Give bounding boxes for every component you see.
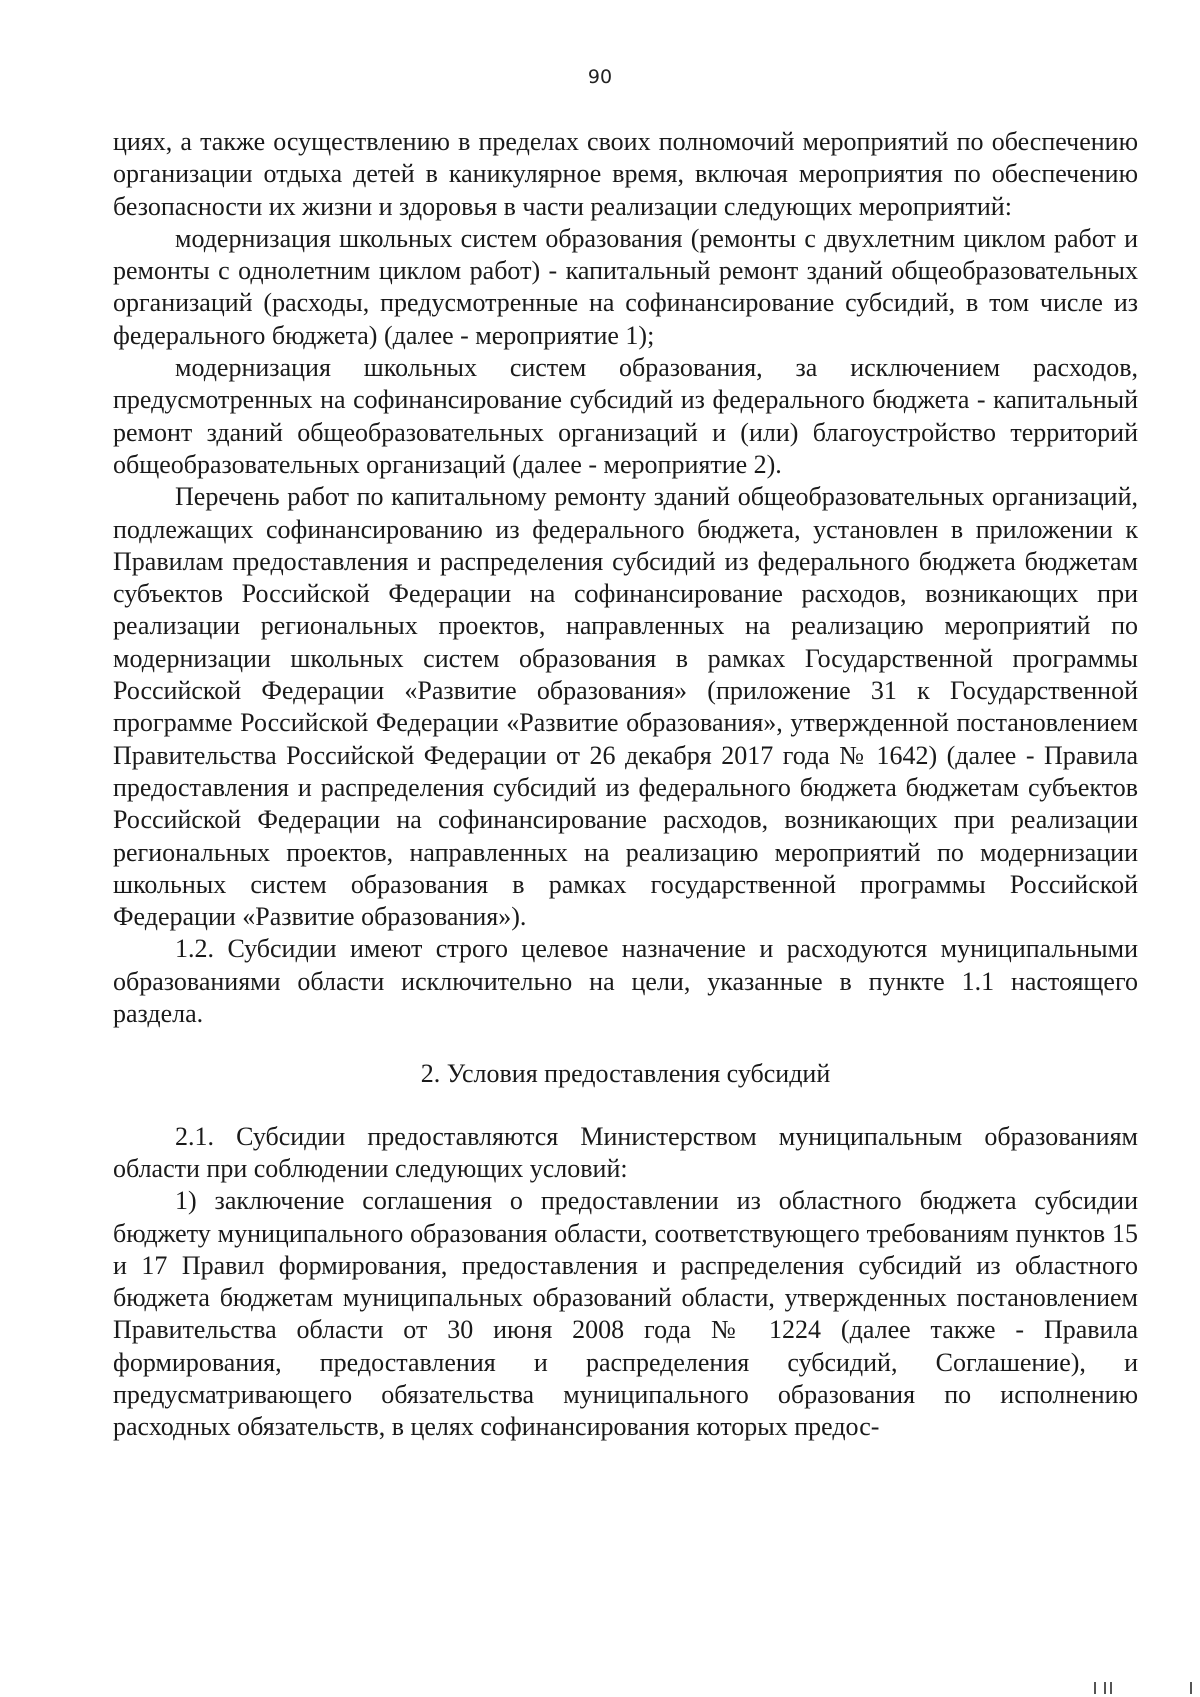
paragraph-works-list: Перечень работ по капитальному ремонту зданий общеобразовательных организаций, подлежащих софинансированию из федерального бюджета, установлен в приложении к Правилам предоставления и распределения субсидий из федерального бюджета бюджетам субъектов Российской Федерации на софинансирование расходов, возникающих при реализации региональных проектов, направленных на реализацию мероприятий по модернизации школьных систем образования в рамках Государственной программы Российской Федерации «Развитие образования» (приложение 31 к Государственной программе Российской Федерации «Развитие образования», утвержденной постановлением Правительства Российской Федерации от 26 декабря 2017 года № 1642) (далее - Правила предоставления и распределения субсидий из федерального бюджета бюджетам субъектов Российской Федерации на софинансирование расходов, возникающих при реализации региональных проектов, направленных на реализацию мероприятий по модернизации школьных систем образования в рамках государственной программы Российской Федерации «Развитие образования»).: [113, 482, 1138, 932]
paragraph-1-2: 1.2. Субсидии имеют строго целевое назначение и расходуются муниципальными образованиями области исключительно на цели, указанные в пункте 1.1 настоящего раздела.: [113, 934, 1138, 1029]
document-body: [113, 126, 1138, 1444]
paragraph-continuation: циях, а также осуществлению в пределах своих полномочий мероприятий по обеспечению организации отдыха детей в каникулярное время, включая мероприятия по обеспечению безопасности их жизни и здоровья в части реализации следующих мероприятий:: [113, 127, 1138, 221]
scan-edge-marks: [1060, 1682, 1200, 1697]
paragraph-2-1: 2.1. Субсидии предоставляются Министерством муниципальным образованиям области при соблюдении следующих условий:: [113, 1121, 1138, 1183]
section-heading: 2. Условия предоставления субсидий: [420, 1059, 831, 1089]
paragraph-event-2: модернизация школьных систем образования, за исключением расходов, предусмотренных на софинансирование субсидий из федерального бюджета - капитальный ремонт зданий общеобразовательных организаций и (или) благоустройство территорий общеобразовательных организаций (далее - мероприятие 2).: [113, 353, 1138, 479]
paragraph-event-1: модернизация школьных систем образования (ремонты с двухлетним циклом работ и ремонты с однолетним циклом работ) - капитальный ремонт зданий общеобразовательных организаций (расходы, предусмотренные на софинансирование субсидий, в том числе из федерального бюджета) (далее - мероприятие 1);: [113, 223, 1138, 350]
paragraph-condition-1: 1) заключение соглашения о предоставлении из областного бюджета субсидии бюджету муниципального образования области, соответствующего требованиям пунктов 15 и 17 Правил формирования, предоставления и распределения субсидий из областного бюджета бюджетам муниципальных образований области, утвержденных постановлением Правительства области от 30 июня 2008 года № 1224 (далее также - Правила формирования, предоставления и распределения субсидий, Соглашение), и предусматривающего обязательства муниципального образования по исполнению расходных обязательств, в целях софинансирования которых предос-: [113, 1186, 1138, 1442]
page-number: 90: [587, 66, 613, 88]
